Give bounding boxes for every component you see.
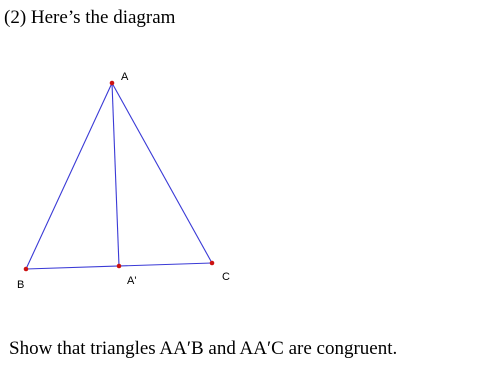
- triangle-diagram: [0, 60, 260, 300]
- label-c: C: [222, 271, 230, 283]
- heading: (2) Here’s the diagram: [4, 7, 176, 28]
- label-a: A: [121, 71, 129, 83]
- point-a: [110, 81, 115, 86]
- label-a-prime: A': [127, 275, 137, 287]
- label-b: B: [17, 279, 25, 291]
- point-c: [210, 261, 215, 266]
- segment-aa-prime: [112, 83, 119, 266]
- segment-ab: [26, 83, 112, 269]
- triangle-svg: [0, 60, 260, 300]
- problem-statement: Show that triangles AA′B and AA′C are congruent.: [9, 338, 398, 359]
- point-a-prime: [117, 264, 122, 269]
- segment-ac: [112, 83, 212, 263]
- point-b: [24, 267, 29, 272]
